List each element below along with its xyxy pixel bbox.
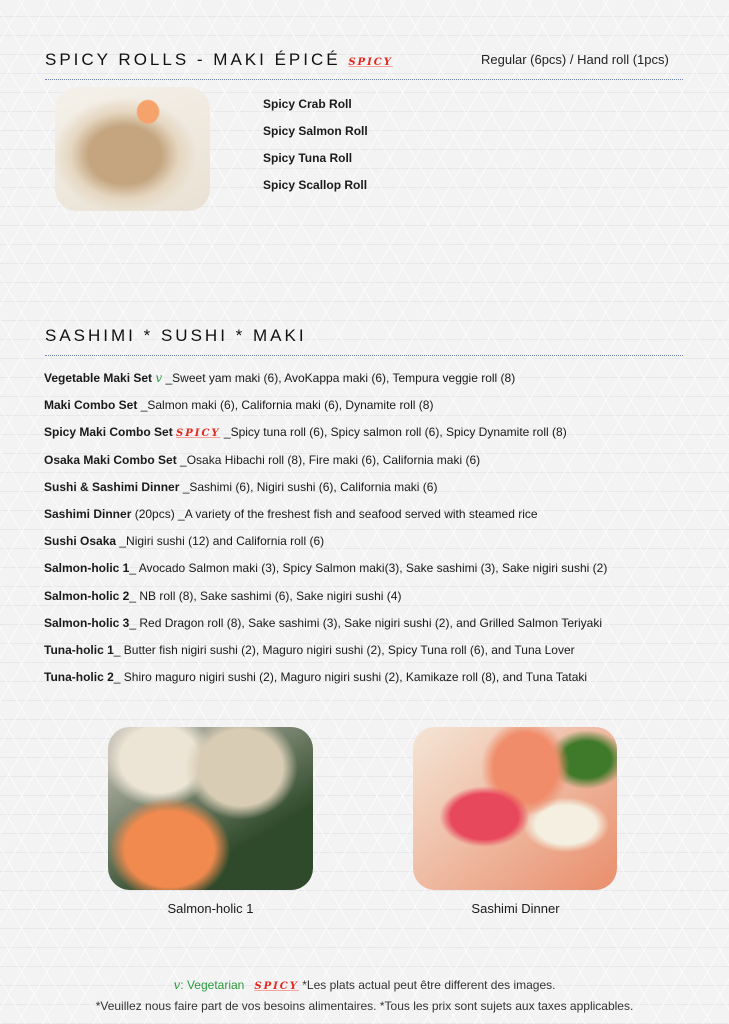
menu-item xyxy=(44,424,607,451)
item-description: _ NB roll (8), Sake sashimi (6), Sake nigiri sushi (4) xyxy=(129,588,402,603)
item-name: Spicy Maki Combo Set xyxy=(44,425,173,440)
item-description: _Spicy tuna roll (6), Spicy salmon roll (6), Spicy Dynamite roll (8) xyxy=(220,425,567,440)
divider xyxy=(45,355,683,356)
menu-item xyxy=(44,615,607,642)
item-description: (20pcs) _A variety of the freshest fish and seafood served with steamed rice xyxy=(131,506,538,521)
menu-item xyxy=(44,669,607,696)
legend-line xyxy=(0,978,729,992)
divider xyxy=(45,79,683,80)
list-item: Spicy Scallop Roll xyxy=(263,178,368,192)
item-description: _ Butter fish nigiri sushi (2), Maguro nigiri sushi (2), Spicy Tuna roll (6), and Tuna Lover xyxy=(113,642,575,657)
photo-caption: Sashimi Dinner xyxy=(471,901,560,916)
menu-item xyxy=(44,588,607,615)
menu-item xyxy=(44,370,607,397)
menu-item xyxy=(44,506,607,533)
heading-text: SPICY ROLLS - MAKI ÉPICÉ xyxy=(45,50,341,69)
item-description: _ Avocado Salmon maki (3), Spicy Salmon maki(3), Sake sashimi (3), Sake nigiri sushi (2) xyxy=(129,561,608,576)
item-name: Salmon-holic 2 xyxy=(44,588,130,603)
list-item: Spicy Tuna Roll xyxy=(263,151,353,165)
menu-item xyxy=(44,642,607,669)
spicy-icon: SPICY xyxy=(176,428,221,440)
item-name: Tuna-holic 1 xyxy=(44,642,114,657)
vegetarian-icon: v xyxy=(155,371,163,385)
item-name: Salmon-holic 3 xyxy=(44,615,130,630)
salmon-holic-photo xyxy=(108,727,313,890)
item-name: Sushi Osaka xyxy=(44,534,117,549)
vegetarian-icon: v xyxy=(173,978,181,992)
item-name: Sushi & Sashimi Dinner xyxy=(44,479,180,494)
spicy-rolls-list xyxy=(263,96,368,204)
menu-item xyxy=(44,452,607,479)
photo-caption: Salmon-holic 1 xyxy=(167,901,254,916)
disclaimer-2: *Veuillez nous faire part de vos besoins alimentaires. *Tous les prix sont sujets aux taxes applicables. xyxy=(95,999,634,1013)
menu-item xyxy=(44,397,607,424)
list-item: Spicy Salmon Roll xyxy=(263,124,368,138)
item-name: Sashimi Dinner xyxy=(44,506,132,521)
spicy-icon: SPICY xyxy=(254,981,299,992)
item-name: Maki Combo Set xyxy=(44,398,138,413)
item-description: _Sweet yam maki (6), AvoKappa maki (6), Tempura veggie roll (8) xyxy=(162,371,516,385)
sets-list xyxy=(44,370,607,696)
item-name: Osaka Maki Combo Set xyxy=(44,452,177,467)
item-name: Salmon-holic 1 xyxy=(44,561,130,576)
menu-item xyxy=(44,479,607,506)
item-name: Tuna-holic 2 xyxy=(44,670,114,685)
list-item: Spicy Crab Roll xyxy=(263,97,352,111)
spicy-icon: SPICY xyxy=(348,57,393,68)
spicy-rolls-heading xyxy=(45,50,393,70)
item-name: Vegetable Maki Set xyxy=(44,371,153,385)
sashimi-dinner-photo xyxy=(413,727,617,890)
spicy-roll-photo xyxy=(55,87,210,211)
menu-item xyxy=(44,533,607,560)
item-description: _Sashimi (6), Nigiri sushi (6), California maki (6) xyxy=(179,479,438,494)
item-description: _ Red Dragon roll (8), Sake sashimi (3), Sake nigiri sushi (2), and Grilled Salmon Teriyaki xyxy=(129,615,602,630)
menu-item xyxy=(44,560,607,587)
item-description: _Nigiri sushi (12) and California roll (6) xyxy=(116,534,325,549)
item-description: _Salmon maki (6), California maki (6), Dynamite roll (8) xyxy=(137,398,434,413)
item-description: _Osaka Hibachi roll (8), Fire maki (6), California maki (6) xyxy=(176,452,481,467)
sets-heading: SASHIMI * SUSHI * MAKI xyxy=(45,326,307,345)
disclaimer-1: *Les plats actual peut être different des images. xyxy=(298,978,556,992)
portion-sizes: Regular (6pcs) / Hand roll (1pcs) xyxy=(481,52,669,67)
item-description: _ Shiro maguro nigiri sushi (2), Maguro nigiri sushi (2), Kamikaze roll (8), and Tuna Tataki xyxy=(113,670,588,685)
vegetarian-label: : Vegetarian xyxy=(180,978,245,992)
